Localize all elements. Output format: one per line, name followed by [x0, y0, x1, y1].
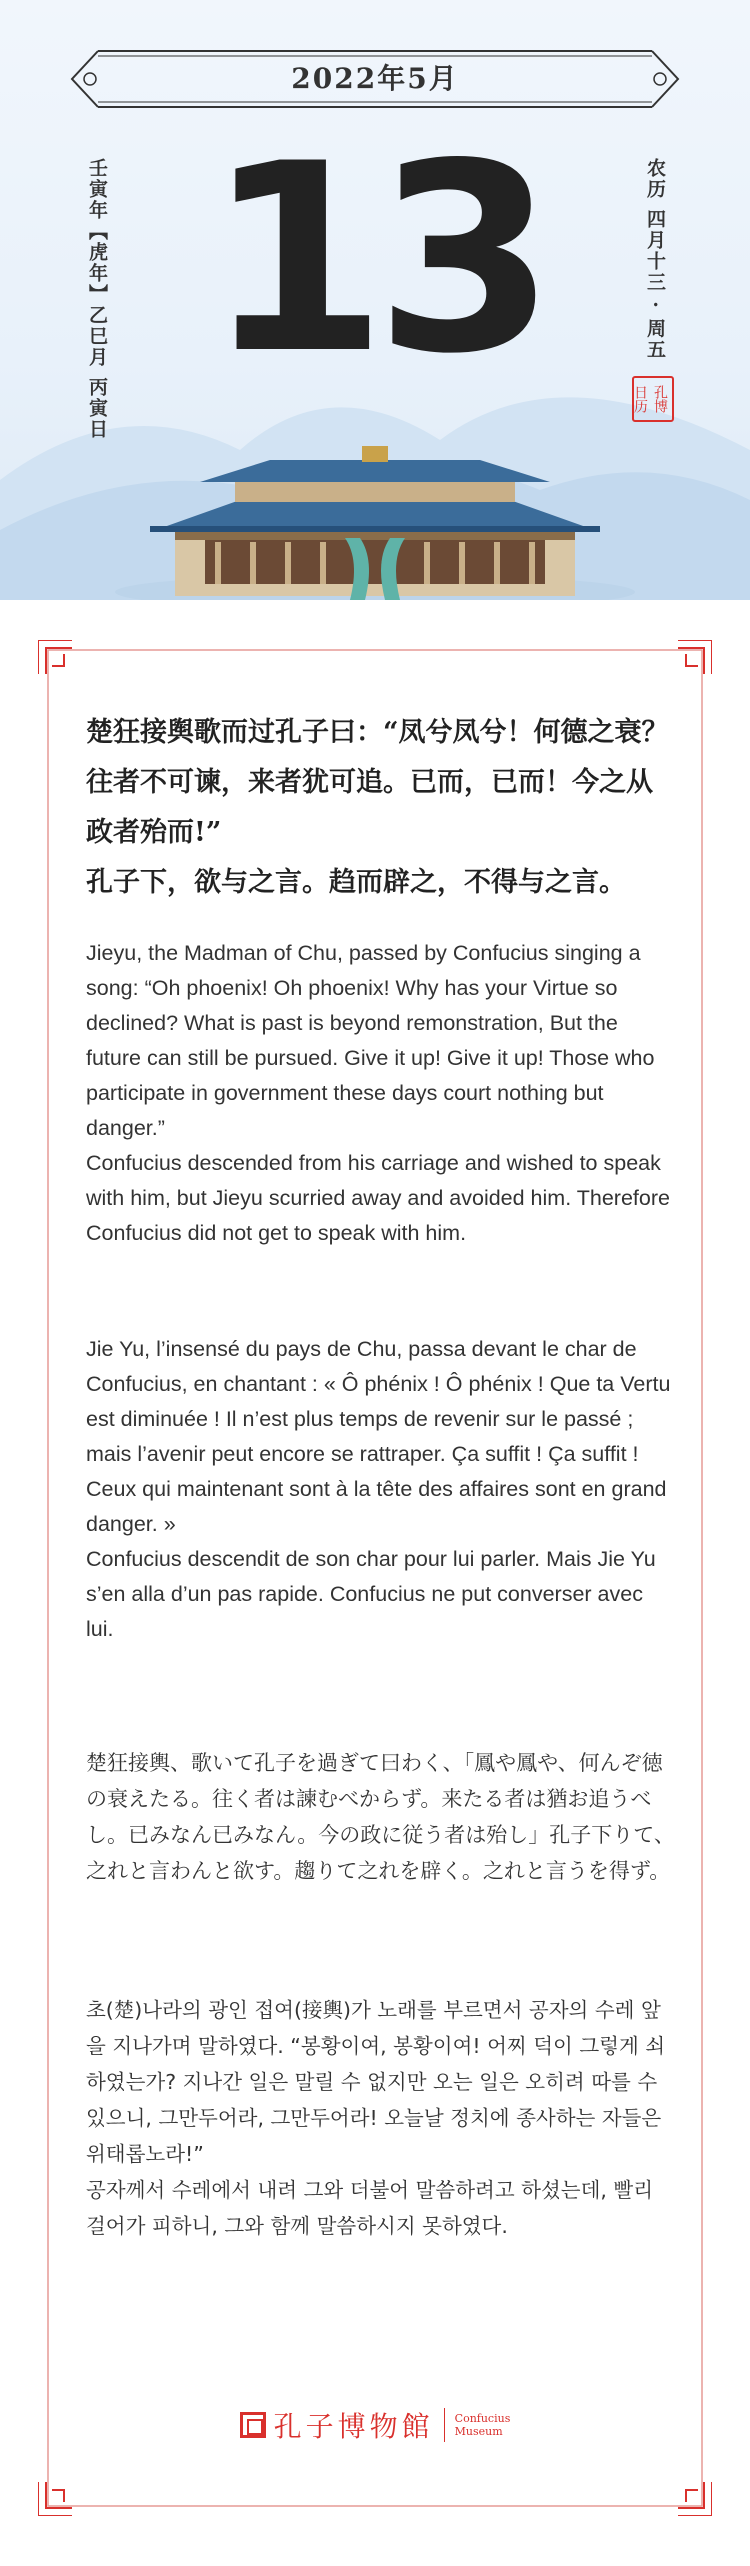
museum-name-en-line-2: Museum [454, 2425, 503, 2438]
seal-stamp: 孔博日历 [632, 376, 674, 422]
museum-building-illustration [0, 420, 750, 600]
content-panel [38, 640, 712, 2516]
museum-name-en-line-1: Confucius [454, 2412, 511, 2425]
ganzhi-date: 壬寅年【虎年】乙巳月 丙寅日 [86, 158, 108, 440]
french-paragraph-1: Jie Yu, l’insensé du pays de Chu, passa devant le char de Confucius, en chantant : « Ô phénix ! Ô phénix ! Que ta Vertu est diminuée ! Il n’est plus temps de revenir sur le passé ; mais l’avenir peut encore se rattraper. Ça suffit ! Ça suffit ! Ceux qui maintenant sont à la tête des affaires sont en grand danger. » [86, 1337, 671, 1536]
chinese-text [86, 708, 676, 908]
french-text [86, 1332, 676, 1647]
calendar-header [0, 0, 750, 600]
english-text [86, 936, 676, 1251]
day-number: 13 [206, 109, 544, 411]
footer-divider [444, 2408, 445, 2442]
date-frame [68, 48, 682, 110]
lunar-date: 农历 四月十三 · 周五 [644, 158, 666, 361]
museum-name: 孔子博物館 [273, 2410, 434, 2443]
english-paragraph-2: Confucius descended from his carriage and wished to speak with him, but Jieyu scurried away and avoided him. Therefore Confucius did not get to speak with him. [86, 1151, 670, 1245]
korean-paragraph-1: 초(楚)나라의 광인 접여(接輿)가 노래를 부르면서 공자의 수레 앞을 지나가며 말하였다. “봉황이여, 봉황이여! 어찌 덕이 그렇게 쇠하였는가? 지나간 일은 말릴 수 없지만 오는 일은 오히려 따를 수 있으니, 그만두어라, 그만두어라! 오늘날 정치에 종사하는 자들은 위태롭노라!” [86, 1998, 666, 2166]
chinese-paragraph-2: 孔子下，欲与之言。趋而辟之，不得与之言。 [86, 867, 626, 898]
french-paragraph-2: Confucius descendit de son char pour lui parler. Mais Jie Yu s’en alla d’un pas rapide. Confucius ne put converser avec lui. [86, 1547, 656, 1641]
korean-text [86, 1992, 676, 2244]
museum-logo-icon [240, 2412, 266, 2438]
english-paragraph-1: Jieyu, the Madman of Chu, passed by Confucius singing a song: “Oh phoenix! Oh phoenix! Why has your Virtue so declined? What is past is beyond remonstration, But the future can still be pursued. Give it up! Give it up! Those who participate in government these days court nothing but danger.” [86, 941, 655, 1140]
date-title: 2022年5月 [291, 62, 459, 95]
museum-footer-logo [38, 2400, 712, 2450]
chinese-paragraph-1: 楚狂接舆歌而过孔子曰：“凤兮凤兮！何德之衰？往者不可谏，来者犹可追。已而，已而！今之从政者殆而!” [86, 717, 669, 848]
museum-name-english [455, 2412, 511, 2438]
korean-paragraph-2: 공자께서 수레에서 내려 그와 더불어 말씀하려고 하셨는데, 빨리 걸어가 피하니, 그와 함께 말씀하시지 못하였다. [86, 2178, 654, 2238]
japanese-text [86, 1745, 676, 1889]
japanese-paragraph-1: 楚狂接輿、歌いて孔子を過ぎて曰わく、「鳳や鳳や、何んぞ徳の衰えたる。往く者は諫むべからず。来たる者は猶お追うべし。已みなん已みなん。今の政に従う者は殆し」孔子下りて、之れと言わんと欲す。趨りて之れを辟く。之れと言うを得ず。 [86, 1751, 675, 1883]
